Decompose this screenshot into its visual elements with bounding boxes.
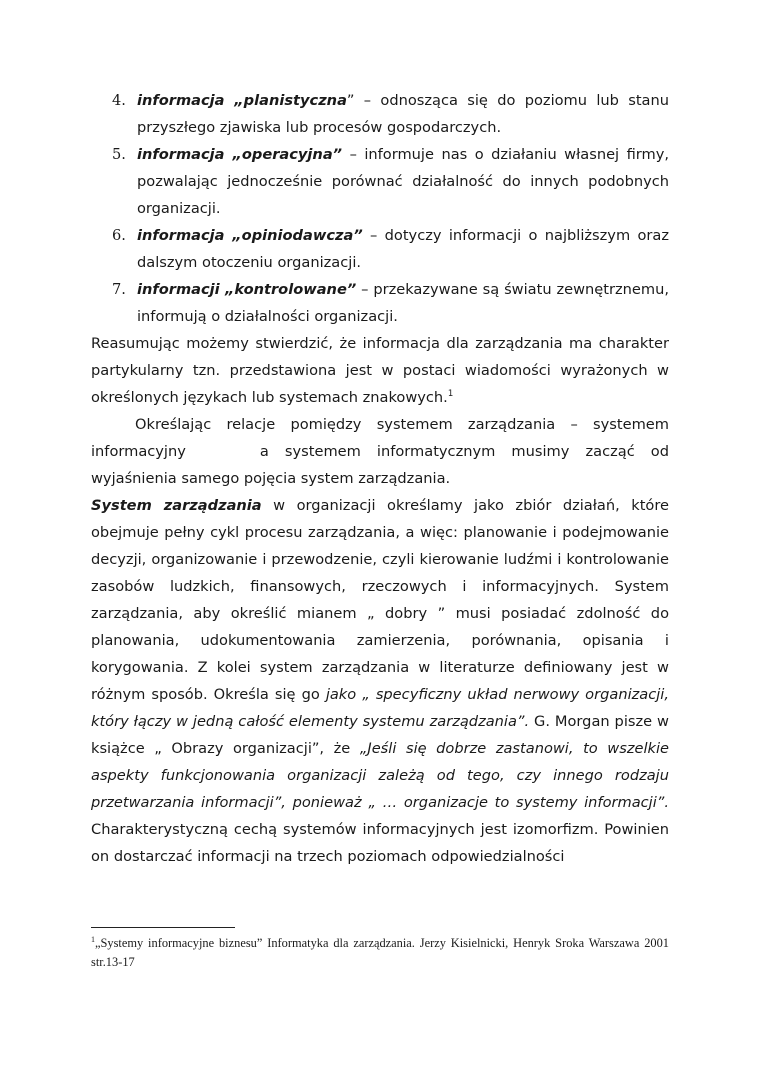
summary-text: Reasumując możemy stwierdzić, że informacja dla zarządzania ma charakter partykularny tzn. przedstawiona jest w postaci wiadomości wyrażonych w określonych językach lub systemach znakowych.	[91, 335, 669, 406]
list-item-text: ” – odnosząca się do poziomu lub stanu przyszłego zjawiska lub procesów gospodarczych.	[137, 92, 669, 136]
list-item-term: informacja „opiniodawcza”	[137, 227, 363, 244]
system-text: G. Morgan pisze w książce „ Obrazy organizacji”, że	[91, 713, 669, 757]
list-item-number: 5.	[112, 146, 126, 163]
list-item-number: 4.	[112, 92, 126, 109]
list-item-text: – dotyczy informacji o najbliższym oraz dalszym otoczeniu organizacji.	[137, 227, 670, 271]
list-item-text: – przekazywane są światu zewnętrznemu, informują o działalności organizacji.	[137, 281, 669, 325]
list-item	[91, 87, 669, 141]
page-body	[91, 87, 669, 870]
system-paragraph	[91, 492, 669, 870]
list-item	[91, 276, 669, 330]
footnote-separator	[91, 927, 235, 928]
footnote-text: „Systemy informacyjne biznesu” Informatyka dla zarządzania. Jerzy Kisielnicki, Henryk Sroka Warszawa 2001 str.13-17	[91, 936, 669, 969]
list-item-text: – informuje nas o działaniu własnej firmy, pozwalając jednocześnie porównać działalność do innych podobnych organizacji.	[137, 146, 670, 217]
footnote	[91, 934, 669, 972]
summary-paragraph	[91, 330, 669, 411]
relations-text-part1: Określając relacje pomiędzy systemem zarządzania – systemem informacyjny	[91, 416, 669, 460]
system-text: Charakterystyczną cechą systemów informacyjnych jest izomorfizm. Powinien on dostarczać informacji na trzech poziomach odpowiedzialności	[91, 821, 669, 865]
footnote-reference: 1	[447, 389, 454, 400]
list-item	[91, 222, 669, 276]
system-term: System zarządzania	[91, 497, 262, 514]
list-item-term: informacja „operacyjna”	[137, 146, 343, 163]
information-types-list	[91, 87, 669, 330]
system-quote: jako „ specyficzny układ nerwowy organizacji, który łączy w jedną całość elementy systemu zarządzania”.	[91, 686, 670, 730]
list-item-number: 6.	[112, 227, 126, 244]
relations-text-part2: a systemem informatycznym musimy zacząć od wyjaśnienia samego pojęcia system zarządzania.	[91, 443, 669, 487]
system-text: w organizacji określamy jako zbiór działań, które obejmuje pełny cykl procesu zarządzania, a więc: planowanie i podejmowanie decyzji, organizowanie i przewodzenie, czyli kierowanie ludźmi i kontrolowanie zasobów ludzkich, finansowych, rzeczowych i informacyjnych. System zarządzania, aby określić mianem „ dobry ” musi posiadać zdolność do planowania, udokumentowania zamierzenia, porównania, opisania i korygowania. Z kolei system zarządzania w literaturze definiowany jest w różnym sposób. Określa się go	[91, 497, 669, 703]
morgan-quote: „Jeśli się dobrze zastanowi, to wszelkie aspekty funkcjonowania organizacji zależą od tego, czy innego rodzaju przetwarzania informacji”, ponieważ „ … organizacje to systemy informacji”.	[91, 740, 669, 811]
list-item-term: informacja „planistyczna	[137, 92, 347, 109]
list-item	[91, 141, 669, 222]
relations-paragraph	[91, 411, 669, 492]
list-item-number: 7.	[112, 281, 126, 298]
list-item-term: informacji „kontrolowane”	[137, 281, 357, 298]
footnote-number: 1	[91, 934, 95, 944]
